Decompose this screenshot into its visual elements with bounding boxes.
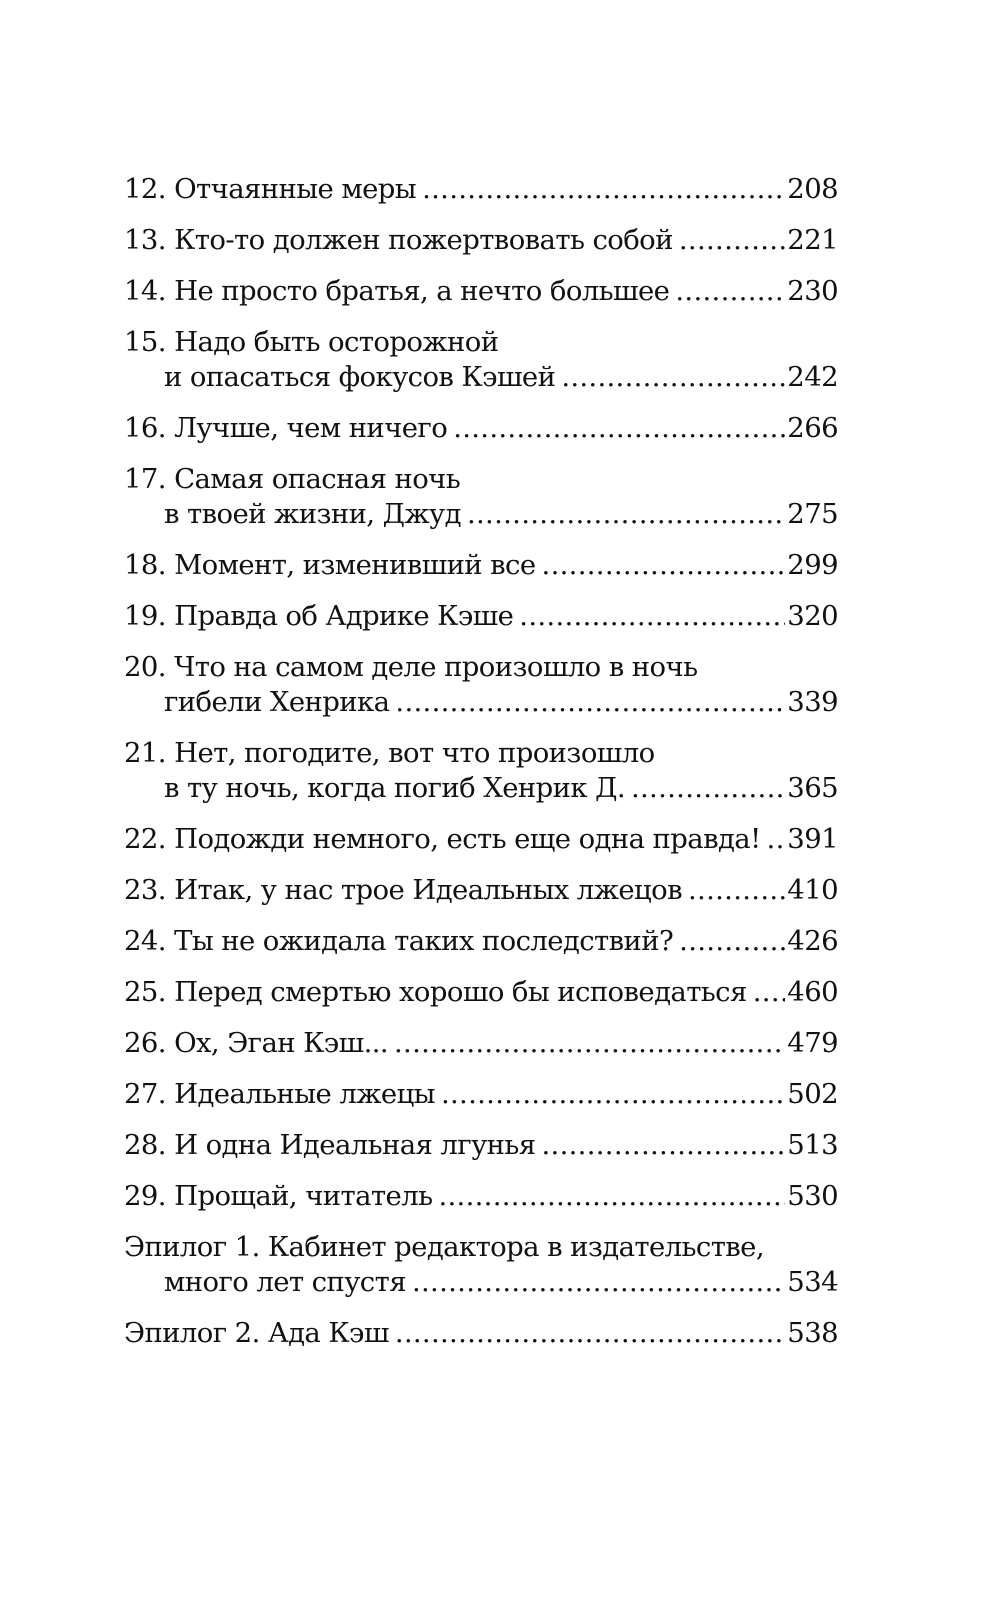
toc-entry-title: 26. Ох, Эган Кэш... bbox=[124, 1027, 389, 1059]
dot-leader bbox=[679, 223, 785, 258]
toc-entry-leader-line bbox=[124, 274, 838, 309]
dot-leader bbox=[394, 1026, 785, 1061]
toc-entry-page-number: 530 bbox=[787, 1180, 838, 1212]
table-of-contents bbox=[124, 172, 838, 1367]
toc-entry-title: гибели Хенрика bbox=[164, 686, 390, 718]
toc-entry bbox=[124, 975, 838, 1010]
toc-entry-title: 27. Идеальные лжецы bbox=[124, 1078, 435, 1110]
dot-leader bbox=[688, 873, 785, 908]
toc-entry-page-number: 391 bbox=[787, 823, 838, 855]
toc-entry-leader-line bbox=[124, 172, 838, 207]
toc-entry-page-number: 460 bbox=[787, 976, 838, 1008]
toc-entry-leader-line bbox=[124, 975, 838, 1010]
toc-entry-title: 28. И одна Идеальная лгунья bbox=[124, 1129, 536, 1161]
toc-entry-leader-line bbox=[124, 1316, 838, 1351]
toc-entry-title: 18. Момент, изменивший все bbox=[124, 549, 536, 581]
toc-entry-page-number: 426 bbox=[787, 925, 838, 957]
toc-entry-leader-line bbox=[124, 599, 838, 634]
dot-leader bbox=[412, 1265, 785, 1300]
toc-entry-title: 12. Отчаянные меры bbox=[124, 173, 417, 205]
toc-entry bbox=[124, 1077, 838, 1112]
toc-entry-page-number: 275 bbox=[787, 498, 838, 530]
toc-entry bbox=[124, 873, 838, 908]
toc-entry-title: 23. Итак, у нас трое Идеальных лжецов bbox=[124, 874, 682, 906]
toc-entry-leader-line bbox=[124, 822, 838, 857]
dot-leader bbox=[631, 771, 785, 806]
dot-leader bbox=[542, 548, 786, 583]
dot-leader bbox=[422, 172, 785, 207]
dot-leader bbox=[395, 685, 785, 720]
toc-entry-leader-line bbox=[124, 360, 838, 395]
toc-entry bbox=[124, 411, 838, 446]
toc-entry-title-line: 17. Самая опасная ночь bbox=[124, 463, 461, 495]
toc-entry-leader-line bbox=[124, 685, 838, 720]
toc-entry-title-line: Эпилог 1. Кабинет редактора в издательстве, bbox=[124, 1231, 765, 1263]
toc-entry bbox=[124, 172, 838, 207]
toc-entry-title: много лет спустя bbox=[164, 1266, 406, 1298]
toc-entry-page-number: 538 bbox=[787, 1317, 838, 1349]
dot-leader bbox=[753, 975, 786, 1010]
toc-entry-leader-line bbox=[124, 873, 838, 908]
toc-entry-page-number: 266 bbox=[787, 412, 838, 444]
toc-entry-leader-line bbox=[124, 924, 838, 959]
toc-entry-page-number: 320 bbox=[787, 600, 838, 632]
dot-leader bbox=[679, 924, 785, 959]
toc-entry-leader-line bbox=[124, 1077, 838, 1112]
toc-entry-title-line: 20. Что на самом деле произошло в ночь bbox=[124, 651, 698, 683]
toc-entry-page-number: 513 bbox=[787, 1129, 838, 1161]
dot-leader bbox=[675, 274, 785, 309]
toc-entry bbox=[124, 325, 838, 395]
toc-entry-page-number: 299 bbox=[787, 549, 838, 581]
toc-entry-page-number: 230 bbox=[787, 275, 838, 307]
toc-entry-leader-line bbox=[124, 223, 838, 258]
toc-entry-page-number: 534 bbox=[787, 1266, 838, 1298]
dot-leader bbox=[395, 1316, 785, 1351]
toc-entry-page-number: 365 bbox=[787, 772, 838, 804]
dot-leader bbox=[519, 599, 785, 634]
toc-entry-title: в твоей жизни, Джуд bbox=[164, 498, 461, 530]
toc-entry-leader-line bbox=[124, 497, 838, 532]
toc-entry-leader-line bbox=[124, 1265, 838, 1300]
toc-entry bbox=[124, 924, 838, 959]
toc-entry bbox=[124, 1230, 838, 1300]
toc-entry bbox=[124, 736, 838, 806]
dot-leader bbox=[467, 497, 785, 532]
toc-entry bbox=[124, 1179, 838, 1214]
toc-entry bbox=[124, 599, 838, 634]
toc-entry-page-number: 502 bbox=[787, 1078, 838, 1110]
toc-entry bbox=[124, 223, 838, 258]
toc-entry-title: 19. Правда об Адрике Кэше bbox=[124, 600, 514, 632]
toc-entry bbox=[124, 650, 838, 720]
dot-leader bbox=[542, 1128, 786, 1163]
toc-entry-page-number: 221 bbox=[787, 224, 838, 256]
toc-entry-title: 13. Кто-то должен пожертвовать собой bbox=[124, 224, 673, 256]
dot-leader bbox=[438, 1179, 785, 1214]
toc-entry-title: 16. Лучше, чем ничего bbox=[124, 412, 448, 444]
toc-entry-title: 22. Подожди немного, есть еще одна правда! bbox=[124, 823, 761, 855]
toc-entry-title: Эпилог 2. Ада Кэш bbox=[124, 1317, 389, 1349]
toc-entry-page-number: 242 bbox=[787, 361, 838, 393]
toc-entry-title: 14. Не просто братья, а нечто большее bbox=[124, 275, 670, 307]
toc-entry bbox=[124, 1316, 838, 1351]
toc-entry bbox=[124, 822, 838, 857]
toc-entry bbox=[124, 1128, 838, 1163]
toc-entry-title-line: 15. Надо быть осторожной bbox=[124, 326, 499, 358]
toc-entry-leader-line bbox=[124, 1026, 838, 1061]
toc-entry bbox=[124, 462, 838, 532]
dot-leader bbox=[453, 411, 785, 446]
toc-entry-leader-line bbox=[124, 1179, 838, 1214]
toc-entry-page-number: 339 bbox=[787, 686, 838, 718]
toc-entry-leader-line bbox=[124, 411, 838, 446]
toc-entry-leader-line bbox=[124, 1128, 838, 1163]
toc-entry bbox=[124, 1026, 838, 1061]
toc-entry-leader-line bbox=[124, 548, 838, 583]
toc-entry-page-number: 479 bbox=[787, 1027, 838, 1059]
dot-leader bbox=[561, 360, 785, 395]
toc-entry-title: 29. Прощай, читатель bbox=[124, 1180, 433, 1212]
toc-entry bbox=[124, 548, 838, 583]
dot-leader bbox=[441, 1077, 785, 1112]
toc-entry-page-number: 208 bbox=[787, 173, 838, 205]
toc-entry bbox=[124, 274, 838, 309]
toc-entry-title-line: 21. Нет, погодите, вот что произошло bbox=[124, 737, 655, 769]
toc-entry-title: в ту ночь, когда погиб Хенрик Д. bbox=[164, 772, 625, 804]
toc-entry-leader-line bbox=[124, 771, 838, 806]
toc-entry-title: 24. Ты не ожидала таких последствий? bbox=[124, 925, 674, 957]
toc-entry-title: и опасаться фокусов Кэшей bbox=[164, 361, 556, 393]
toc-entry-title: 25. Перед смертью хорошо бы исповедаться bbox=[124, 976, 747, 1008]
dot-leader bbox=[767, 822, 786, 857]
toc-entry-page-number: 410 bbox=[787, 874, 838, 906]
